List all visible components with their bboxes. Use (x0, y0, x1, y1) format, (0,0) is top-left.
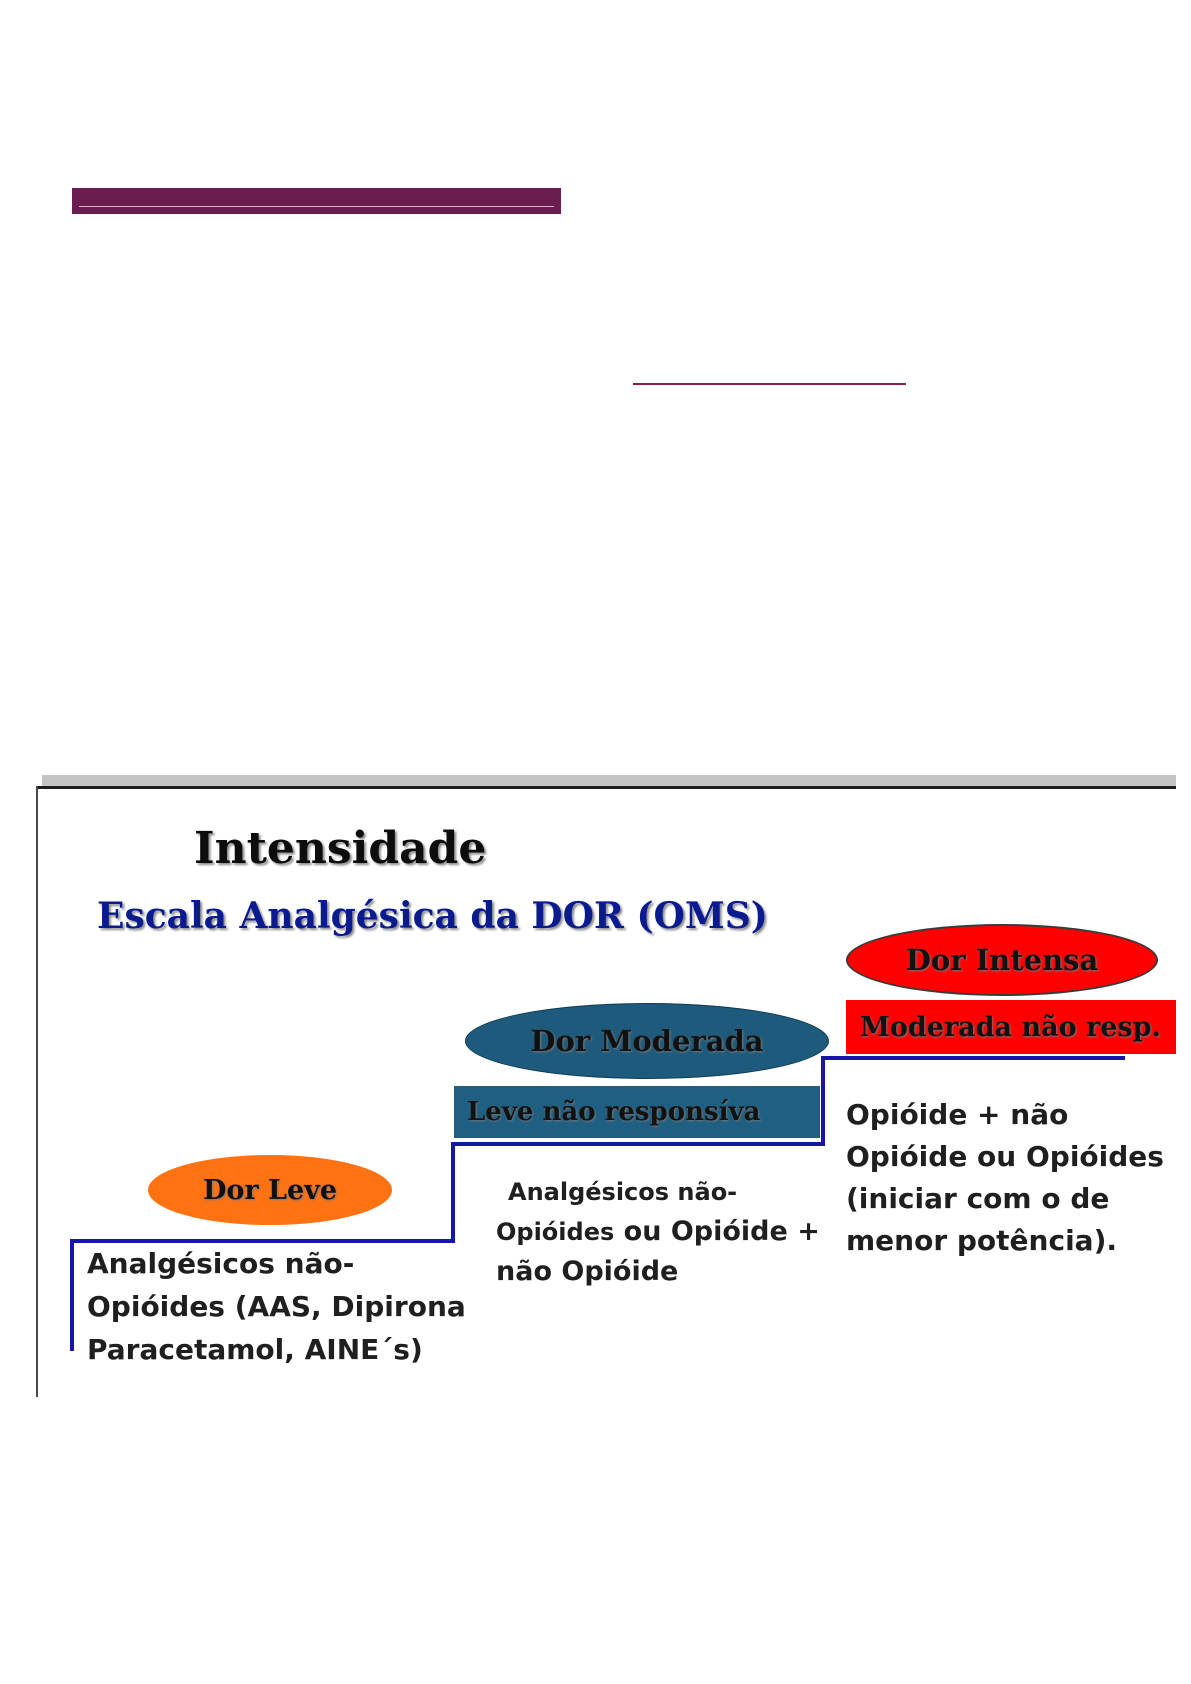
dor-intensa-subtitle (846, 1000, 1176, 1054)
intensity-heading: Intensidade (194, 823, 487, 874)
description-line: ou Opióide + (623, 1216, 820, 1247)
link-underline (633, 383, 906, 385)
figure-body (38, 789, 1176, 1397)
description-line: (iniciar com o de (846, 1182, 1110, 1215)
dor-intensa-description (846, 1094, 1164, 1262)
description-line: Analgésicos não- (508, 1178, 738, 1206)
dor-leve-description (87, 1242, 466, 1371)
description-line: Opióide + não (846, 1098, 1069, 1131)
dor-intensa-subtitle-text: Moderada não resp. (860, 1011, 1161, 1043)
dor-leve-label: Dor Leve (202, 1174, 338, 1206)
dor-moderada-subtitle-text: Leve não responsíva (467, 1097, 761, 1127)
dor-moderada-label: Dor Moderada (530, 1024, 764, 1058)
description-line: Opióides (AAS, Dipirona (87, 1290, 466, 1323)
scale-title: Escala Analgésica da DOR (OMS) (97, 895, 768, 937)
dor-moderada-subtitle (454, 1086, 820, 1138)
description-line: Analgésicos não- (87, 1247, 355, 1280)
description-line-group (496, 1212, 820, 1252)
dor-moderada-oval (465, 1003, 829, 1079)
analgesic-ladder-figure (36, 775, 1176, 1397)
dor-leve-oval (148, 1155, 392, 1225)
dor-intensa-oval (846, 924, 1158, 996)
description-line: menor potência). (846, 1224, 1118, 1257)
description-line: não Opióide (496, 1256, 679, 1287)
dor-moderada-description (496, 1172, 820, 1292)
figure-shadow (42, 775, 1176, 786)
dor-intensa-label: Dor Intensa (905, 943, 1099, 977)
header-bar-divider (79, 206, 554, 207)
description-line: Opióides (496, 1218, 615, 1246)
description-line: Paracetamol, AINE´s) (87, 1333, 423, 1366)
header-bar (72, 188, 561, 214)
description-line: Opióide ou Opióides (846, 1140, 1164, 1173)
